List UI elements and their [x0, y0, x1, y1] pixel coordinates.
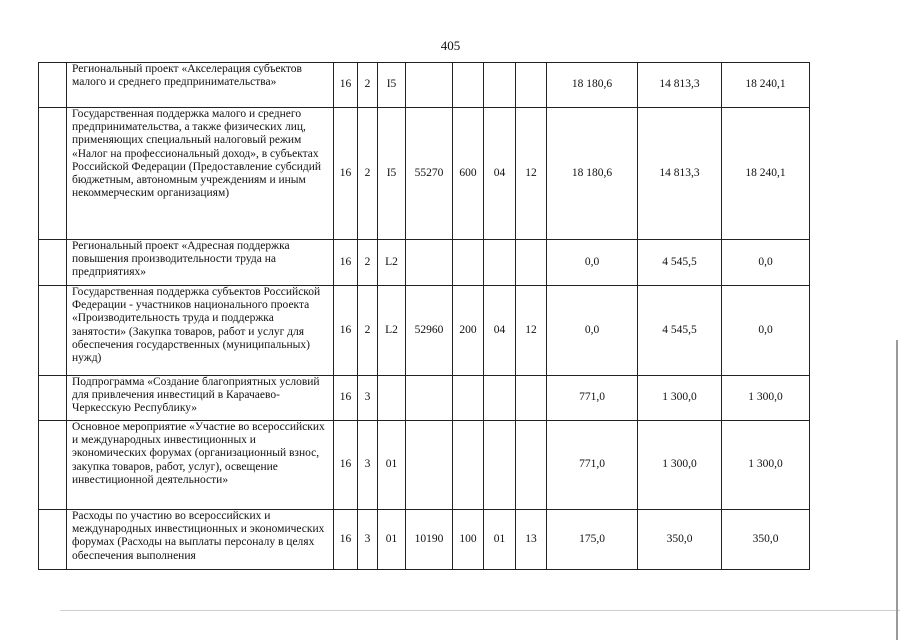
amount-cell: 350,0 [638, 510, 722, 570]
code-cell: 16 [334, 376, 358, 421]
code-cell: 2 [358, 240, 378, 286]
amount-cell: 14 813,3 [638, 108, 722, 240]
code-cell: 01 [378, 510, 406, 570]
code-cell [516, 63, 547, 108]
table-row [39, 240, 810, 286]
code-cell: 16 [334, 421, 358, 510]
bottom-rule [60, 610, 900, 611]
row-name: Расходы по участию во всероссийских и международных инвестиционных и экономических форумах (Расходы на выплаты персоналу в целях обеспечения выполнения [67, 510, 334, 570]
code-cell: 16 [334, 510, 358, 570]
row-name: Подпрограмма «Создание благоприятных условий для привлечения инвестиций в Карачаево-Черкесскую Республику» [67, 376, 334, 421]
code-cell: 01 [378, 421, 406, 510]
amount-cell: 771,0 [547, 421, 638, 510]
code-cell: 2 [358, 63, 378, 108]
budget-table [38, 62, 810, 570]
code-cell [516, 421, 547, 510]
row-name: Региональный проект «Адресная поддержка повышения производительности труда на предприятиях» [67, 240, 334, 286]
amount-cell: 4 545,5 [638, 240, 722, 286]
code-cell [453, 240, 484, 286]
row-index-cell [39, 376, 67, 421]
code-cell: 100 [453, 510, 484, 570]
code-cell [484, 240, 516, 286]
code-cell: 12 [516, 286, 547, 376]
code-cell: L2 [378, 286, 406, 376]
code-cell: 52960 [406, 286, 453, 376]
code-cell [406, 376, 453, 421]
row-index-cell [39, 63, 67, 108]
amount-cell: 1 300,0 [638, 421, 722, 510]
row-name: Государственная поддержка малого и среднего предпринимательства, а также физических лиц, применяющих специальный налоговый режим «Налог на профессиональный доход», в субъектах Российской Федерации (Предоставление субсидий бюджетным, автономным учреждениям и иным некоммерческим организациям) [67, 108, 334, 240]
code-cell: 3 [358, 421, 378, 510]
code-cell [453, 421, 484, 510]
code-cell: 04 [484, 108, 516, 240]
table-row [39, 63, 810, 108]
code-cell: 01 [484, 510, 516, 570]
table-row [39, 286, 810, 376]
row-name: Основное мероприятие «Участие во всероссийских и международных инвестиционных и экономических форумах (организационный взнос, закупка товаров, работ, услуг), освещение инвестиционной деятельности» [67, 421, 334, 510]
amount-cell: 350,0 [722, 510, 810, 570]
amount-cell: 771,0 [547, 376, 638, 421]
code-cell [484, 63, 516, 108]
code-cell: 16 [334, 240, 358, 286]
row-index-cell [39, 108, 67, 240]
amount-cell: 1 300,0 [722, 376, 810, 421]
scan-edge-mark [896, 340, 898, 640]
amount-cell: 4 545,5 [638, 286, 722, 376]
amount-cell: 18 180,6 [547, 108, 638, 240]
code-cell: I5 [378, 108, 406, 240]
amount-cell: 18 240,1 [722, 63, 810, 108]
code-cell: 3 [358, 376, 378, 421]
amount-cell: 0,0 [722, 286, 810, 376]
code-cell: 04 [484, 286, 516, 376]
row-name: Региональный проект «Акселерация субъектов малого и среднего предпринимательства» [67, 63, 334, 108]
amount-cell: 175,0 [547, 510, 638, 570]
code-cell: 55270 [406, 108, 453, 240]
code-cell [406, 63, 453, 108]
code-cell: 3 [358, 510, 378, 570]
row-name: Государственная поддержка субъектов Российской Федерации - участников национального проекта «Производительность труда и поддержка занятости» (Закупка товаров, работ и услуг для обеспечения государственных (муниципальных) нужд) [67, 286, 334, 376]
amount-cell: 1 300,0 [638, 376, 722, 421]
row-index-cell [39, 510, 67, 570]
code-cell [484, 376, 516, 421]
code-cell: 16 [334, 108, 358, 240]
code-cell [406, 421, 453, 510]
code-cell: 16 [334, 63, 358, 108]
table-row [39, 421, 810, 510]
code-cell: 16 [334, 286, 358, 376]
code-cell: 10190 [406, 510, 453, 570]
amount-cell: 0,0 [547, 286, 638, 376]
code-cell [516, 376, 547, 421]
page-number: 405 [440, 38, 461, 53]
code-cell: 13 [516, 510, 547, 570]
amount-cell: 1 300,0 [722, 421, 810, 510]
row-index-cell [39, 286, 67, 376]
amount-cell: 18 240,1 [722, 108, 810, 240]
code-cell [516, 240, 547, 286]
code-cell [453, 376, 484, 421]
amount-cell: 0,0 [722, 240, 810, 286]
code-cell: L2 [378, 240, 406, 286]
code-cell: 200 [453, 286, 484, 376]
code-cell [378, 376, 406, 421]
code-cell: 2 [358, 286, 378, 376]
code-cell [484, 421, 516, 510]
code-cell [453, 63, 484, 108]
table-row [39, 376, 810, 421]
code-cell: 2 [358, 108, 378, 240]
code-cell: 600 [453, 108, 484, 240]
code-cell: 12 [516, 108, 547, 240]
amount-cell: 14 813,3 [638, 63, 722, 108]
amount-cell: 18 180,6 [547, 63, 638, 108]
table-row [39, 108, 810, 240]
row-index-cell [39, 240, 67, 286]
amount-cell: 0,0 [547, 240, 638, 286]
table-row [39, 510, 810, 570]
code-cell [406, 240, 453, 286]
row-index-cell [39, 421, 67, 510]
code-cell: I5 [378, 63, 406, 108]
